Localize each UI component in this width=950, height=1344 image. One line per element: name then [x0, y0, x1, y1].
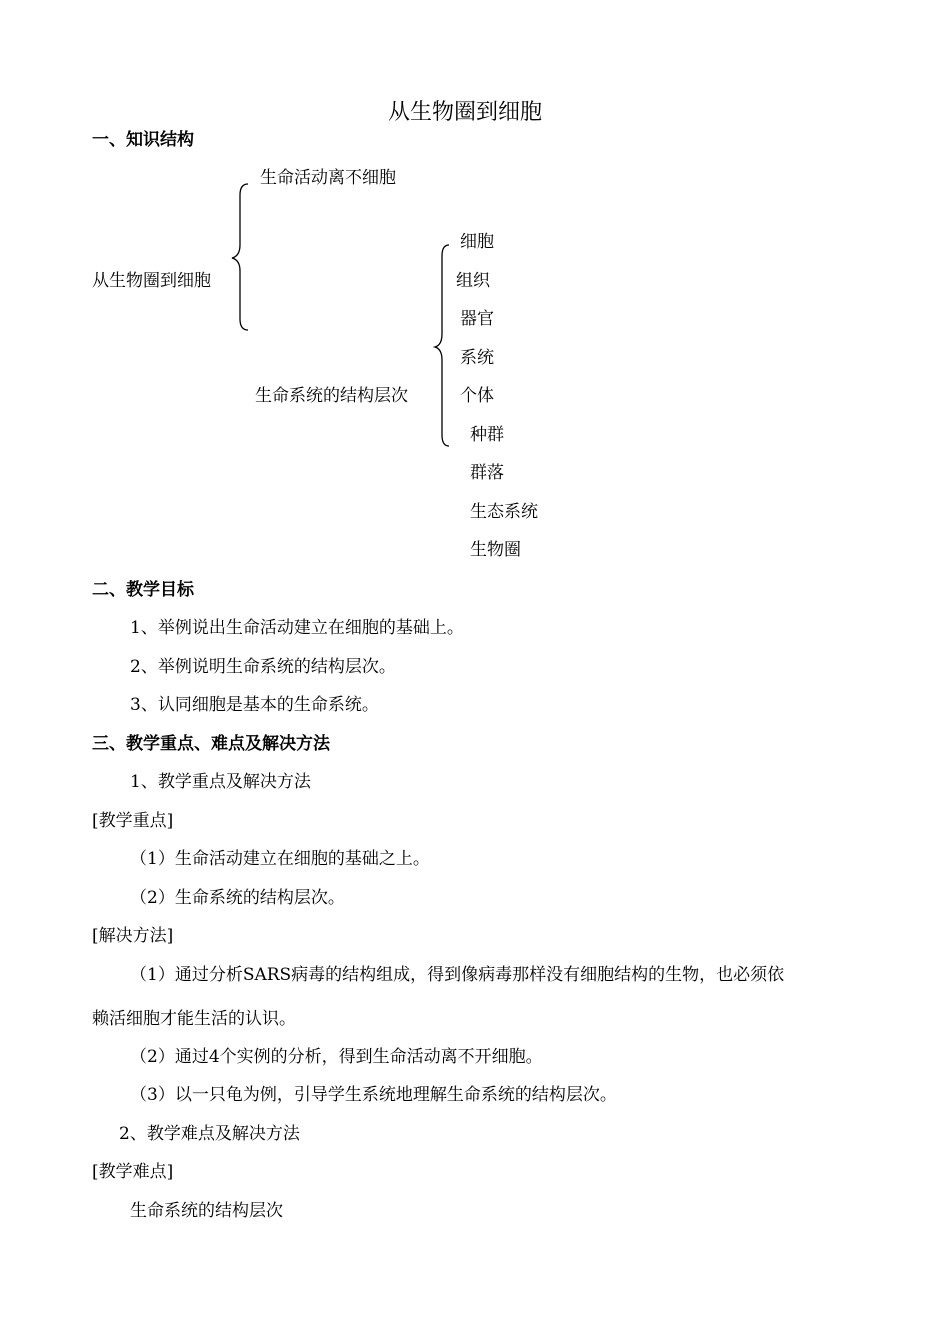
section1-heading: 一、知识结构	[92, 130, 194, 150]
objective-item: 2、举例说明生命系统的结构层次。	[130, 657, 396, 677]
left-brace	[230, 183, 252, 333]
method-item-2: （2）通过4个实例的分析，得到生命活动离不开细胞。	[130, 1047, 543, 1067]
label-difficulty: [教学难点]	[92, 1162, 174, 1182]
branch-life-activity: 生命活动离不细胞	[260, 168, 396, 188]
levels-brace	[433, 244, 453, 448]
objective-item: 1、举例说出生命活动建立在细胞的基础上。	[130, 618, 464, 638]
section2-heading: 二、教学目标	[92, 580, 194, 600]
objective-item: 3、认同细胞是基本的生命系统。	[130, 695, 379, 715]
level-organ: 器官	[460, 309, 494, 329]
level-population: 种群	[470, 425, 504, 445]
key-point-item: （2）生命系统的结构层次。	[130, 888, 345, 908]
document-title: 从生物圈到细胞	[388, 100, 543, 125]
label-methods: [解决方法]	[92, 926, 174, 946]
method-item-1-line2: 赖活细胞才能生活的认识。	[92, 1009, 296, 1029]
level-system: 系统	[460, 348, 494, 368]
tree-root: 从生物圈到细胞	[92, 271, 211, 291]
branch-life-system: 生命系统的结构层次	[255, 386, 408, 406]
level-cell: 细胞	[460, 232, 494, 252]
level-tissue: 组织	[456, 271, 490, 291]
level-biosphere: 生物圈	[470, 540, 521, 560]
section3-heading: 三、教学重点、难点及解决方法	[92, 734, 330, 754]
label-key-points: [教学重点]	[92, 811, 174, 831]
level-community: 群落	[470, 463, 504, 483]
difficulty-text: 生命系统的结构层次	[130, 1201, 283, 1221]
method-item-1-line1: （1）通过分析SARS病毒的结构组成，得到像病毒那样没有细胞结构的生物，也必须依	[130, 965, 785, 985]
level-ecosystem: 生态系统	[470, 502, 538, 522]
subheading-key-points: 1、教学重点及解决方法	[130, 772, 311, 792]
key-point-item: （1）生命活动建立在细胞的基础之上。	[130, 849, 430, 869]
subheading-difficulty: 2、教学难点及解决方法	[119, 1124, 300, 1144]
method-item-3: （3）以一只龟为例，引导学生系统地理解生命系统的结构层次。	[130, 1085, 617, 1105]
level-individual: 个体	[460, 386, 494, 406]
